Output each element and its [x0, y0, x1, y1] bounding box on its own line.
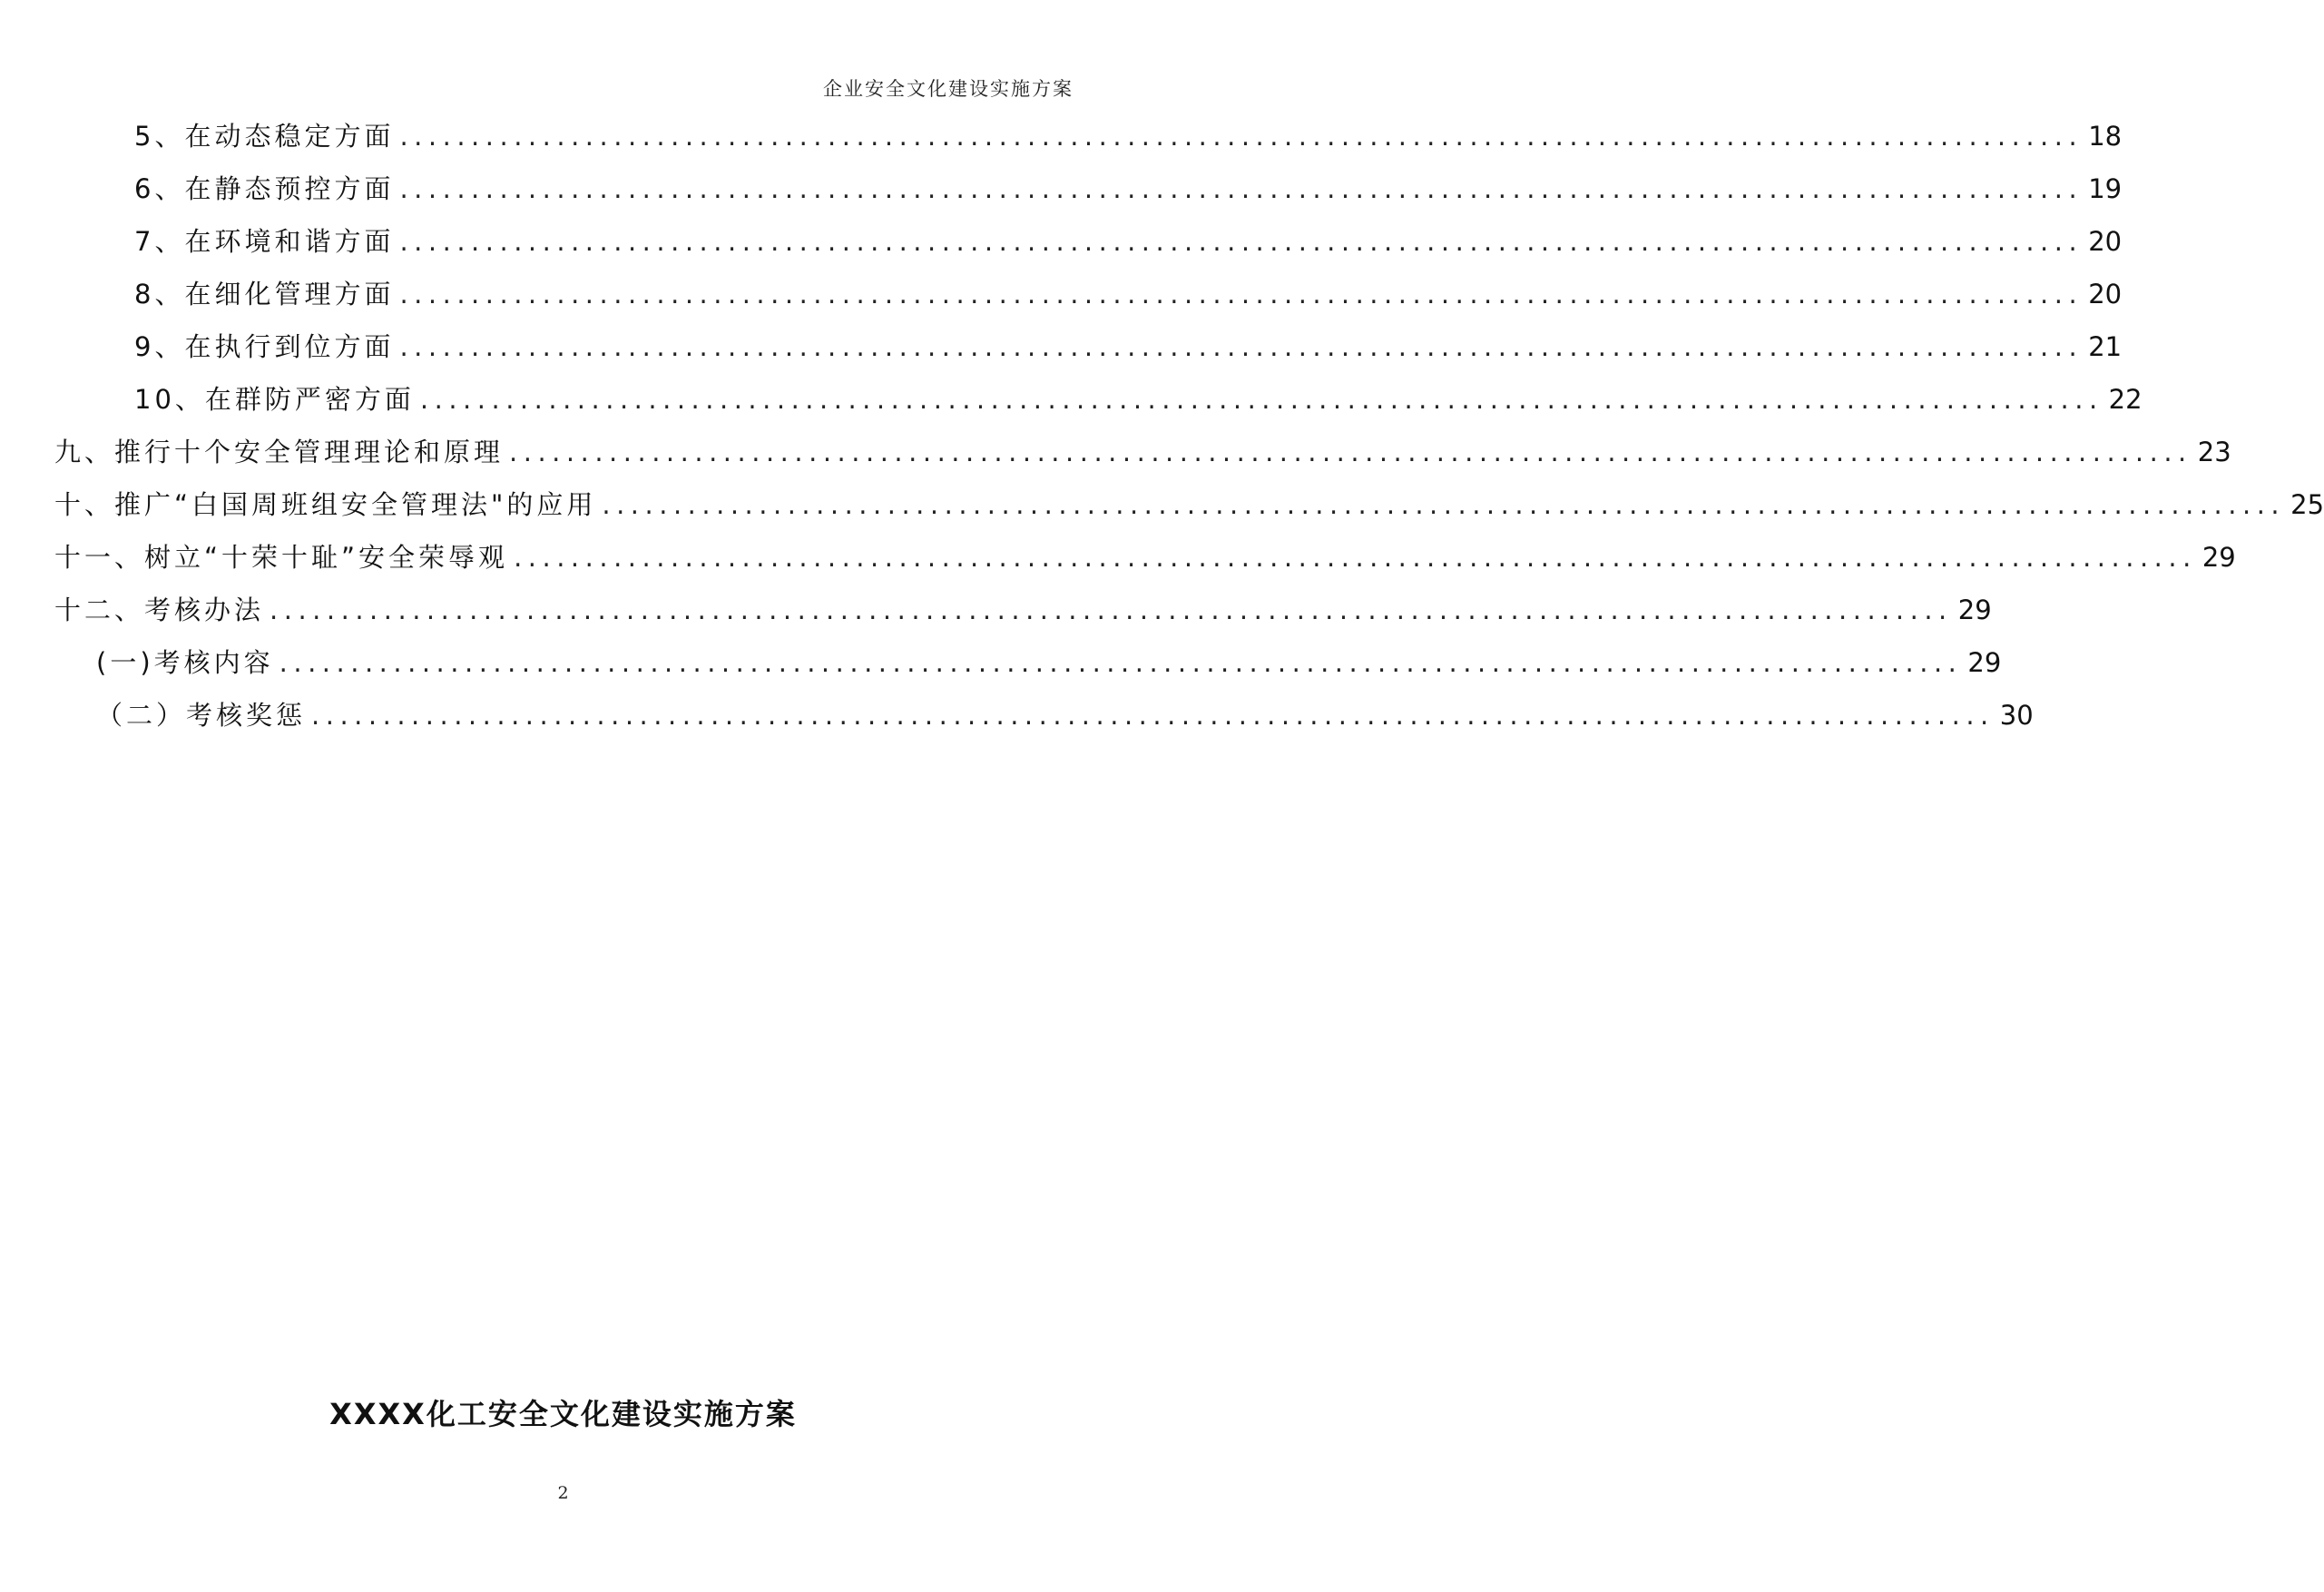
toc-dot-leader: ...................................................................................................................... — [399, 121, 2084, 152]
toc-dot-leader: ...................................................................................................................... — [399, 279, 2084, 310]
toc-entry[interactable] — [134, 223, 2123, 260]
toc-entry[interactable] — [54, 434, 2231, 470]
toc-page-number: 29 — [1967, 647, 2002, 678]
toc-entry-title: 6、在静态预控方面 — [134, 173, 395, 204]
toc-page-number: 29 — [2201, 542, 2236, 573]
toc-dot-leader: ...................................................................................................................... — [270, 595, 1953, 625]
running-header: 企业安全文化建设实施方案 — [823, 78, 1074, 100]
toc-entry-title: （二）考核奖惩 — [96, 700, 307, 731]
toc-dot-leader: ...................................................................................................................... — [399, 331, 2084, 362]
toc-entry-title: 8、在细化管理方面 — [134, 279, 395, 310]
toc-entry[interactable] — [134, 381, 2143, 418]
toc-entry-title: 10、在群防严密方面 — [134, 384, 415, 415]
toc-dot-leader: ...................................................................................................................... — [509, 437, 2192, 467]
toc-page-number: 30 — [1999, 700, 2034, 731]
toc-page-number: 21 — [2088, 331, 2123, 362]
page-number: 2 — [557, 1483, 569, 1503]
toc-entry[interactable] — [96, 697, 2034, 733]
toc-dot-leader: ...................................................................................................................... — [514, 542, 2197, 573]
toc-dot-leader: ...................................................................................................................... — [311, 700, 1995, 731]
toc-entry[interactable] — [96, 644, 2002, 681]
toc-dot-leader: ...................................................................................................................... — [602, 489, 2286, 520]
toc-entry-title: 九、推行十个安全管理理论和原理 — [54, 437, 505, 467]
toc-entry[interactable] — [54, 539, 2236, 575]
toc-entry-title: 9、在执行到位方面 — [134, 331, 395, 362]
toc-entry-title: 7、在环境和谐方面 — [134, 226, 395, 257]
document-title: XXXX化工安全文化建设实施方案 — [329, 1397, 797, 1431]
toc-dot-leader: ...................................................................................................................... — [279, 647, 1963, 678]
toc-entry[interactable] — [54, 592, 1992, 628]
toc-page-number: 22 — [2108, 384, 2143, 415]
toc-page-number: 19 — [2088, 173, 2123, 204]
toc-entry[interactable] — [54, 486, 2324, 523]
toc-entry-title: 十、推广“白国周班组安全管理法"的应用 — [54, 489, 597, 520]
toc-page-number: 20 — [2088, 279, 2123, 310]
toc-dot-leader: ...................................................................................................................... — [399, 226, 2084, 257]
toc-entry-title: 十二、考核办法 — [54, 595, 265, 625]
toc-page-number: 18 — [2088, 121, 2123, 152]
toc-entry-title: (一)考核内容 — [96, 647, 274, 678]
toc-entry[interactable] — [134, 276, 2123, 312]
toc-entry[interactable] — [134, 118, 2123, 154]
toc-page-number: 29 — [1957, 595, 1992, 625]
toc-dot-leader: ...................................................................................................................... — [419, 384, 2103, 415]
toc-dot-leader: ...................................................................................................................... — [399, 173, 2084, 204]
toc-page-number: 20 — [2088, 226, 2123, 257]
toc-entry[interactable] — [134, 329, 2123, 365]
toc-entry-title: 十一、树立“十荣十耻”安全荣辱观 — [54, 542, 509, 573]
toc-page-number: 23 — [2197, 437, 2231, 467]
toc-entry-title: 5、在动态稳定方面 — [134, 121, 395, 152]
toc-entry[interactable] — [134, 171, 2123, 207]
toc-page-number: 25 — [2290, 489, 2324, 520]
